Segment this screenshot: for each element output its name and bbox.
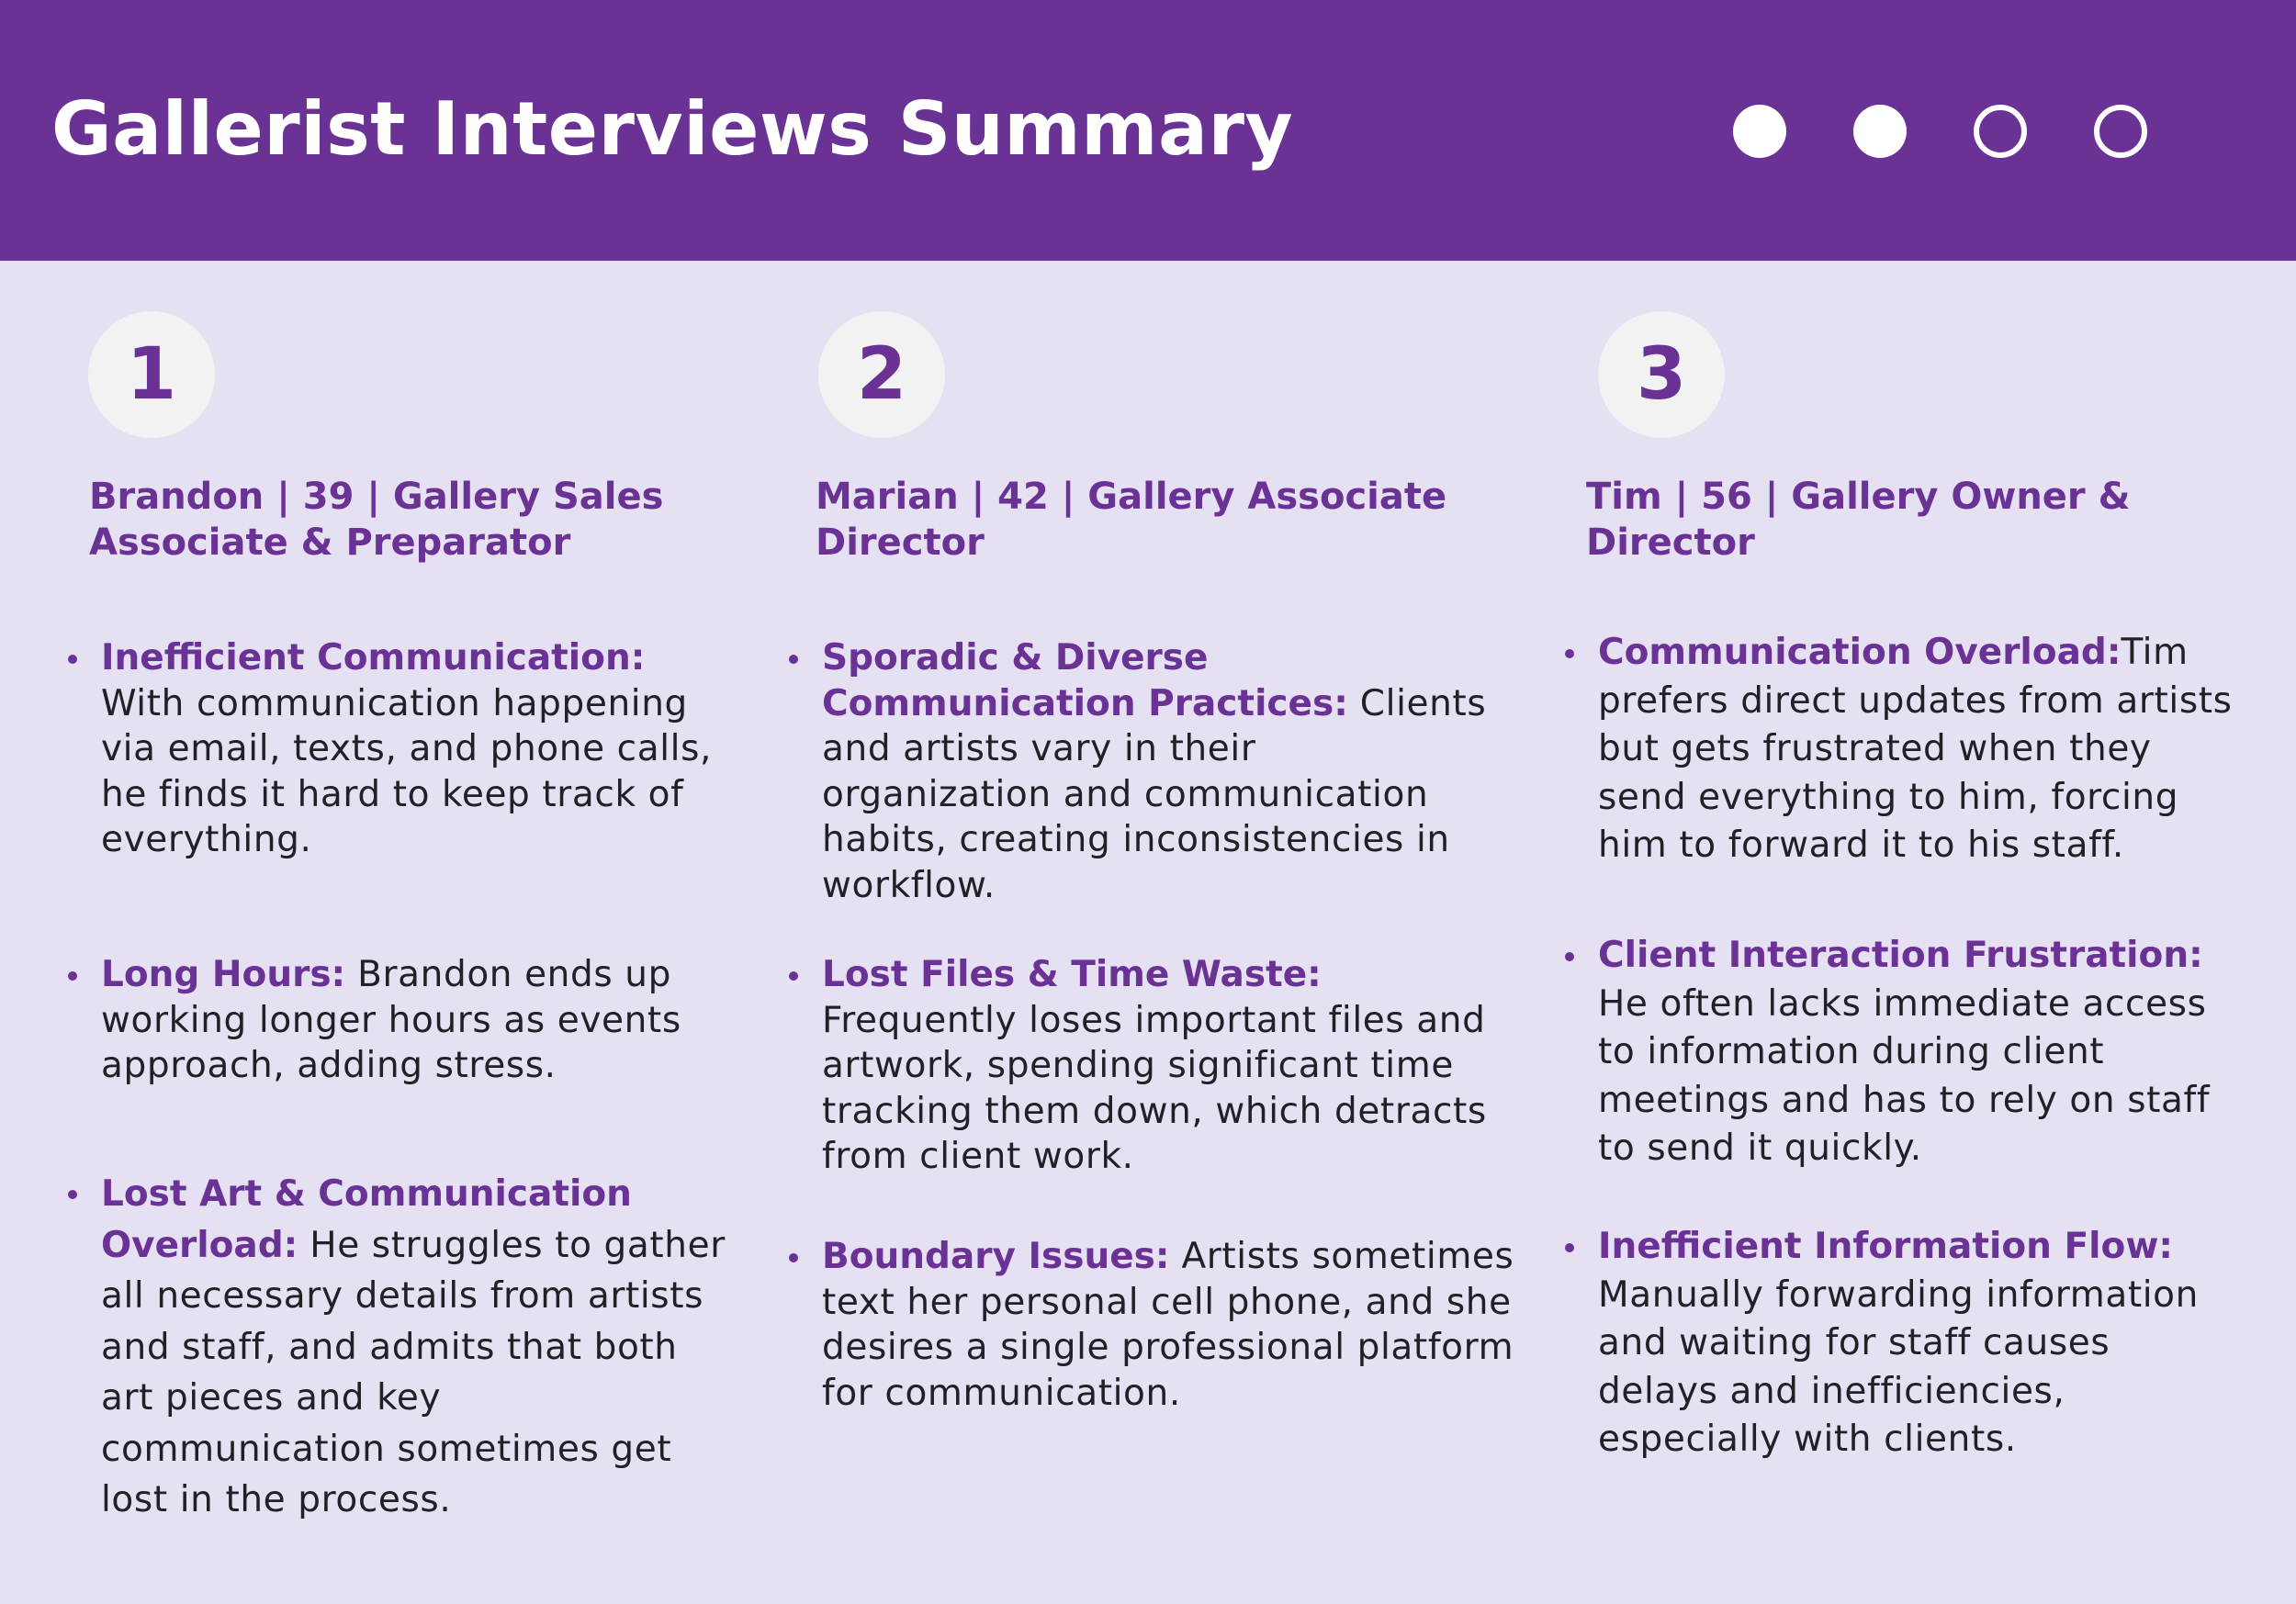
column-1-person: Brandon | 39 | Gallery Sales Associate & Preparator — [89, 476, 664, 564]
point-lead: Boundary Issues: — [822, 1236, 1170, 1277]
list-item — [1565, 1223, 2226, 1464]
point-body: Manually forwarding information and waiting for staff causes delays and inefficiencies, especially with clients. — [1598, 1273, 2199, 1460]
pagination-dot-2[interactable] — [1853, 105, 1907, 158]
column-1-number: 1 — [88, 311, 215, 438]
list-item — [789, 1234, 1514, 1416]
point-lead: Long Hours: — [101, 954, 346, 995]
list-item — [68, 635, 729, 863]
column-2-number: 2 — [818, 311, 945, 438]
list-item — [789, 952, 1514, 1180]
point-body: Frequently loses important files and artwork, spending significant time tracking them down, which detracts from client work. — [822, 999, 1487, 1177]
page-title: Gallerist Interviews Summary — [51, 86, 1294, 172]
point-body: He struggles to gather all necessary details from artists and staff, and admits that both art pieces and key communication sometimes get lost in the process. — [101, 1224, 726, 1520]
point-lead: Sporadic & Diverse Communication Practices: — [822, 637, 1348, 724]
list-item — [68, 1169, 729, 1526]
point-body: Artists sometimes text her personal cell phone, and she desires a single professional platform for communication. — [822, 1236, 1514, 1414]
point-body: With communication happening via email, texts, and phone calls, he finds it hard to keep track of everything. — [101, 682, 712, 860]
pagination-dot-4[interactable] — [2094, 105, 2147, 158]
point-lead: Communication Overload: — [1598, 632, 2122, 673]
point-body: Clients and artists vary in their organization and communication habits, creating inconsistencies in workflow. — [822, 682, 1487, 906]
column-3-number: 3 — [1598, 311, 1725, 438]
list-item — [1565, 932, 2226, 1173]
list-item — [1565, 629, 2245, 870]
point-lead: Lost Files & Time Waste: — [822, 954, 1322, 995]
header-bar — [0, 0, 2296, 261]
point-lead: Inefficient Information Flow: — [1598, 1226, 2173, 1267]
point-body: Brandon ends up working longer hours as events approach, adding stress. — [101, 954, 681, 1086]
list-item — [789, 635, 1487, 908]
column-3-person: Tim | 56 | Gallery Owner & Director — [1586, 476, 2131, 564]
point-body: Tim prefers direct updates from artists but gets frustrated when they send everything to him, forcing him to forward it to his staff. — [1598, 632, 2233, 866]
pagination-dot-3[interactable] — [1974, 105, 2027, 158]
pagination-dot-1[interactable] — [1733, 105, 1786, 158]
column-2-person: Marian | 42 | Gallery Associate Director — [816, 476, 1447, 564]
point-lead: Lost Art & Communication Overload: — [101, 1173, 632, 1266]
list-item — [68, 952, 729, 1089]
point-lead: Client Interaction Frustration: — [1598, 935, 2203, 976]
point-body: He often lacks immediate access to information during client meetings and has to rely on staff to send it quickly. — [1598, 982, 2211, 1169]
point-lead: Inefficient Communication: — [101, 637, 646, 679]
